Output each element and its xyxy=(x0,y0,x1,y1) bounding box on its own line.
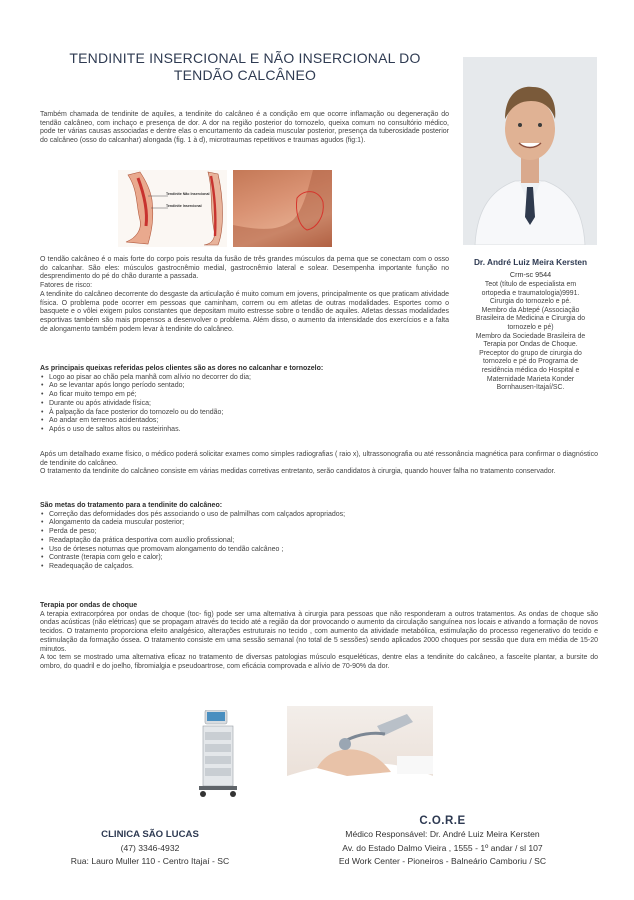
goals-list xyxy=(40,511,370,572)
list-item: • Ao andar em terrenos acidentados; xyxy=(49,417,449,426)
list-item: • Readaptação da prática desportiva com auxílio profissional; xyxy=(49,537,370,546)
anatomy-illustration xyxy=(118,170,227,247)
treatment-text: O tratamento da tendinite do calcâneo consiste em várias medidas corretivas entretanto, serão candidatos à cirurgia, quando houver falha no tratamento conservador. xyxy=(40,468,556,476)
intro-paragraph xyxy=(40,111,449,146)
goals-section xyxy=(40,502,370,572)
doctor-bio xyxy=(455,281,606,393)
core-name: C.O.R.E xyxy=(419,815,466,827)
doctor-crm: Crm-sc 9544 xyxy=(509,270,552,279)
list-item: • À palpação da face posterior do tornozelo ou do tendão; xyxy=(49,409,449,418)
complaints-section xyxy=(40,365,449,435)
clinic-phone: (47) 3346-4932 xyxy=(120,843,180,853)
list-item: • Perda de peso; xyxy=(49,528,370,537)
bio-line: Maternidade Marieta Konder xyxy=(486,375,575,383)
bio-line: tornozelo e pé do Programa de xyxy=(483,358,578,366)
bio-line: Brasileira de Medicina e Cirurgia do xyxy=(475,315,586,323)
complaints-list xyxy=(40,374,449,435)
bio-line: Bornhausen-Itajaí/SC. xyxy=(496,384,565,392)
core-responsible: Médico Responsável: Dr. André Luiz Meira Kersten xyxy=(345,829,540,839)
bio-line: residência médica do Hospital e xyxy=(481,366,580,374)
figure-label-insertional: Tendinite Insercional xyxy=(166,204,202,208)
bio-line: Membro da Abtepé (Associação xyxy=(481,306,580,314)
bio-line: Preceptor do grupo de cirurgia do xyxy=(479,349,582,357)
clinic-address: Rua: Lauro Muller 110 - Centro Itajaí - SC xyxy=(70,856,230,866)
anatomy-text: O tendão calcâneo é o mais forte do corpo pois resulta da fusão de três grandes músculos da perna que se conectam com o osso do calcanhar. São eles: músculos gastrocnêmio medial, gastrocnêmio lateral e solear. Desempenha importante função no desprendimento do pé do chão durante a passada. xyxy=(40,256,449,281)
intro-text: Também chamada de tendinite de aquiles, a tendinite do calcâneo é a condição em que ocorre inflamação ou degeneração do tendão calcâneo, com inchaço e presença de dor. A dor na região posterior do tornozelo, queixa comum no consultório médico, pode ter várias causas associadas e dentre elas o encurtamento da cadeia muscular posterior, presença da tuberosidade posterior do calcâneo (osso do calcanhar) alongada (fig. 1 à d), microtraumas repetitivos e traumas agudos (fig:1). xyxy=(40,111,449,145)
list-item: • Logo ao pisar ao chão pela manhã com alívio no decorrer do dia; xyxy=(49,374,449,383)
shockwave-heading: Terapia por ondas de choque xyxy=(40,602,138,609)
bio-line: ortopedia e traumatologia)9991. xyxy=(481,289,580,297)
page-title xyxy=(40,50,450,84)
list-item: • Ao ficar muito tempo em pé; xyxy=(49,391,449,400)
list-item: • Readequação de calçados. xyxy=(49,563,370,572)
title-line-2: TENDÃO CALCÂNEO xyxy=(173,67,317,83)
list-item: • Contraste (terapia com gelo e calor); xyxy=(49,554,370,563)
list-item: • Correção das deformidades dos pés associando o uso de palmilhas com calçados apropriados; xyxy=(49,511,370,520)
core-building: Ed Work Center - Pioneiros - Balneário Camboriu / SC xyxy=(338,856,547,866)
therapy-photo xyxy=(287,706,433,794)
list-item: • Uso de órteses noturnas que promovam alongamento do tendão calcâneo ; xyxy=(49,546,370,555)
bio-line: Membro da Sociedade Brasileira de xyxy=(475,332,586,340)
anatomy-paragraph xyxy=(40,256,449,334)
heel-photo xyxy=(233,170,332,247)
bio-line: Terapia por Ondas de Choque. xyxy=(483,341,578,349)
clinic-name: CLINICA SÃO LUCAS xyxy=(101,829,199,840)
bio-line: Cirurgia do tornozelo e pé. xyxy=(489,298,572,306)
list-item: • Durante ou após atividade física; xyxy=(49,400,449,409)
shockwave-device-image xyxy=(195,710,245,798)
diagnosis-text: Após um detalhado exame físico, o médico poderá solicitar exames como simples radiografias ( raio x), ultrassonografia ou até ressonância magnética para confirmar o diagnóstico de tendinite do calcâneo. xyxy=(40,451,598,467)
core-address: Av. do Estado Dalmo Vieira , 1555 - 1º andar / sl 107 xyxy=(342,843,543,853)
shockwave-section xyxy=(40,602,598,672)
risk-factors-heading: Fatores de risco: xyxy=(40,282,93,290)
doctor-photo xyxy=(463,57,597,245)
diagnosis-paragraph xyxy=(40,451,598,477)
figure-label-noninsertional: Tendinite Não Insercional xyxy=(166,192,210,196)
risk-factors-text: A tendinite do calcâneo decorrente do desgaste da articulação é muito comum em jovens, principalmente os que praticam atividade física. O problema pode ocorrer em pessoas que caminham, correm ou em atletas de outras modalidades. Esportes como o basquete e o vôlei exigem pulos constantes que depositam muito estresse sobre o tendão de aquiles. Atletas dessas modalidades esportivas também são mais propensos a desenvolver o problema. Além disso, o aumento da intensidade dos exercícios e a falta de alongamento também podem levar à tendinite do calcâneo. xyxy=(40,290,449,333)
bio-line: Teot (título de especialista em xyxy=(484,281,577,288)
goals-heading: São metas do tratamento para a tendinite do calcâneo: xyxy=(40,502,223,509)
title-line-1: TENDINITE INSERCIONAL E NÃO INSERCIONAL DO xyxy=(69,50,421,66)
shockwave-text-2: A toc tem se mostrado uma alternativa eficaz no tratamento de diversas patologias músculo esqueléticas, dentre elas a tendinite do calcâneo, a fasceíte plantar, a bursite do ombro, do quadril e do joelho, fibromialgia e pseudoartrose, com eficácia comprovada e alívio de 70-90% da dor. xyxy=(40,654,598,670)
complaints-heading: As principais queixas referidas pelos clientes são as dores no calcanhar e tornozelo: xyxy=(40,365,324,372)
bio-line: tornozelo e pé) xyxy=(507,323,554,331)
list-item: • Após o uso de saltos altos ou rasteirinhas. xyxy=(49,426,449,435)
list-item: • Ao se levantar após longo período sentado; xyxy=(49,382,449,391)
doctor-name: Dr. André Luiz Meira Kersten xyxy=(473,257,588,267)
shockwave-text-1: A terapia extracorpórea por ondas de choque (toc- fig) pode ser uma alternativa à cirurgia para pessoas que não responderam a outros tratamentos. As ondas de choque são ondas acústicas (não elétricas) que se propagam através do tecido até a região da dor provocando o aumento da circulação sanguínea nos locais e ativando a formação de novos tecidos. O tratamento proporciona efeito analgésico, alterações estruturais no tecido , com aumento da atividade metabólica, estimulação do processo regenerativo do tecido e estimulação da formação óssea. O tratamento consiste em uma sessão semanal (no total de 5 sessões) sendo aplicados 2000 choques por sessão que dura em média de 15-20 minutos. xyxy=(40,610,598,653)
list-item: • Alongamento da cadeia muscular posterior; xyxy=(49,519,370,528)
